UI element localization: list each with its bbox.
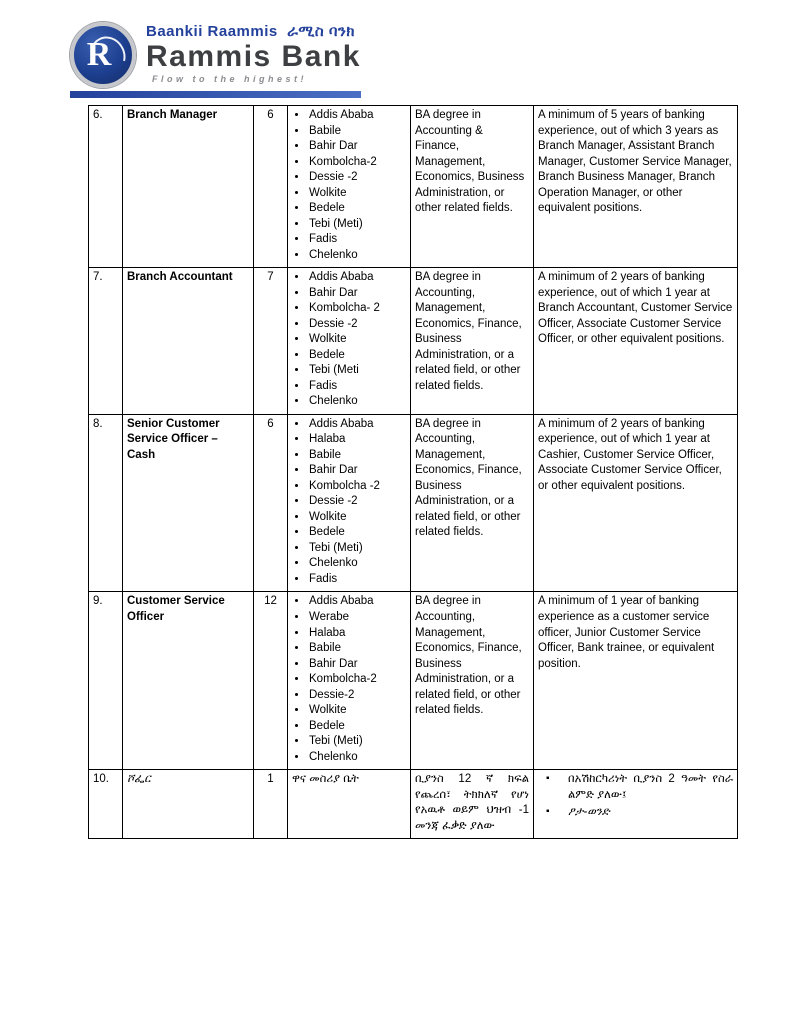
experience-cell: A minimum of 2 years of banking experience, out of which 1 year at Cashier, Customer Service Officer, Associate Customer Service Officer, or other equivalent positions. <box>534 414 738 592</box>
quantity-cell: 7 <box>254 268 288 415</box>
location-item: • Bahir Dar <box>308 139 406 155</box>
location-item: • Wolkite <box>308 510 406 526</box>
row-number-cell: 7. <box>89 268 123 415</box>
locations-cell <box>288 414 411 592</box>
location-item: • Addis Ababa <box>308 594 406 610</box>
location-item: • Bedele <box>308 719 406 735</box>
location-item: • Dessie-2 <box>308 688 406 704</box>
location-item: • Wolkite <box>308 332 406 348</box>
row-number-cell: 10. <box>89 770 123 839</box>
location-item: • Halaba <box>308 432 406 448</box>
location-item: • Dessie -2 <box>308 494 406 510</box>
row-number-cell: 8. <box>89 414 123 592</box>
experience-list <box>538 772 733 821</box>
location-item: • Babile <box>308 124 406 140</box>
logo-underline-bar <box>70 91 361 98</box>
table-row <box>89 592 738 770</box>
location-item: • Bahir Dar <box>308 286 406 302</box>
location-item: • Chelenko <box>308 750 406 766</box>
location-list <box>292 417 406 588</box>
logo-text-block <box>146 24 361 86</box>
bank-emblem-icon <box>70 22 136 88</box>
location-item: • Tebi (Meti) <box>308 217 406 233</box>
bank-logo <box>70 22 361 98</box>
location-item: • Wolkite <box>308 703 406 719</box>
locations-cell: ዋና መስሪያ ቤት <box>288 770 411 839</box>
location-item: • Wolkite <box>308 186 406 202</box>
table-row <box>89 106 738 268</box>
position-cell: Customer Service Officer <box>123 592 254 770</box>
location-list <box>292 108 406 263</box>
location-item: • Fadis <box>308 232 406 248</box>
locations-cell <box>288 592 411 770</box>
qualification-cell: BA degree in Accounting, Management, Economics, Finance, Business Administration, or a related field, or other related fields. <box>411 414 534 592</box>
location-item: • Addis Ababa <box>308 108 406 124</box>
brand-amharic: ራሚስ ባንክ <box>287 23 355 40</box>
quantity-cell: 6 <box>254 414 288 592</box>
location-item: • Fadis <box>308 572 406 588</box>
qualification-cell: BA degree in Accounting, Management, Economics, Finance, Business Administration, or a related field, or other related fields. <box>411 592 534 770</box>
experience-cell <box>534 770 738 839</box>
location-item: • Bedele <box>308 201 406 217</box>
location-item: • Chelenko <box>308 394 406 410</box>
row-number-cell: 9. <box>89 592 123 770</box>
location-list <box>292 594 406 765</box>
brand-tagline: Flow to the highest! <box>152 74 307 84</box>
table-row <box>89 414 738 592</box>
qualification-cell: BA degree in Accounting, Management, Economics, Finance, Business Administration, or a related field, or other related fields. <box>411 268 534 415</box>
location-item: • Kombolcha-2 <box>308 672 406 688</box>
logo-letter: R <box>86 36 112 73</box>
location-item: • Addis Ababa <box>308 417 406 433</box>
location-item: • Kombolcha-2 <box>308 155 406 171</box>
experience-item: ▪ ፆታ-ወንድ <box>538 805 733 821</box>
vacancy-table-body <box>89 106 738 839</box>
location-item: • Bahir Dar <box>308 657 406 673</box>
quantity-cell: 6 <box>254 106 288 268</box>
table-row <box>89 770 738 839</box>
location-item: • Babile <box>308 448 406 464</box>
position-cell: Senior Customer Service Officer – Cash <box>123 414 254 592</box>
vacancy-table <box>88 105 738 839</box>
experience-cell: A minimum of 1 year of banking experience as a customer service officer, Junior Customer Service Officer, Bank trainee, or equivalent position. <box>534 592 738 770</box>
location-item: • Fadis <box>308 379 406 395</box>
location-item: • Werabe <box>308 610 406 626</box>
location-item: • Bedele <box>308 525 406 541</box>
brand-line <box>146 24 361 41</box>
location-list <box>292 270 406 410</box>
location-item: • Tebi (Meti) <box>308 541 406 557</box>
qualification-cell: BA degree in Accounting & Finance, Management, Economics, Business Administration, or other related fields. <box>411 106 534 268</box>
position-cell: Branch Manager <box>123 106 254 268</box>
experience-cell: A minimum of 2 years of banking experience, out of which 1 year at Branch Accountant, Customer Service Officer, Associate Customer Service Officer, or other equivalent positions. <box>534 268 738 415</box>
position-cell: Branch Accountant <box>123 268 254 415</box>
location-item: • Tebi (Meti) <box>308 734 406 750</box>
location-item: • Bedele <box>308 348 406 364</box>
location-item: • Tebi (Meti <box>308 363 406 379</box>
location-item: • Bahir Dar <box>308 463 406 479</box>
location-item: • Chelenko <box>308 248 406 264</box>
location-item: • Babile <box>308 641 406 657</box>
location-item: • Addis Ababa <box>308 270 406 286</box>
table-row <box>89 268 738 415</box>
experience-item: ▪ በአሽከርካሪነት ቢያንስ 2 ዓመት የስራ ልምድ ያለው፤ <box>538 772 733 803</box>
location-item: • Kombolcha- 2 <box>308 301 406 317</box>
brand-latin: Baankii Raammis <box>146 23 278 40</box>
location-item: • Halaba <box>308 626 406 642</box>
row-number-cell: 6. <box>89 106 123 268</box>
locations-cell <box>288 268 411 415</box>
brand-name: Rammis Bank <box>146 39 361 73</box>
quantity-cell: 1 <box>254 770 288 839</box>
location-item: • Dessie -2 <box>308 317 406 333</box>
location-item: • Dessie -2 <box>308 170 406 186</box>
experience-cell: A minimum of 5 years of banking experience, out of which 3 years as Branch Manager, Assistant Branch Manager, Customer Service Manager, Branch Business Manager, Branch Operation Manager, or other equivalent positions. <box>534 106 738 268</box>
locations-cell <box>288 106 411 268</box>
quantity-cell: 12 <box>254 592 288 770</box>
qualification-cell: ቢያንስ 12 ኛ ክፍል የጨረሰ፣ ትክክለኛ የሆነ የአዉቶ ወይም ህዝብ -1 መንጃ ፈቃድ ያለው <box>411 770 534 839</box>
position-cell: ሾፌር <box>123 770 254 839</box>
location-item: • Chelenko <box>308 556 406 572</box>
location-item: • Kombolcha -2 <box>308 479 406 495</box>
